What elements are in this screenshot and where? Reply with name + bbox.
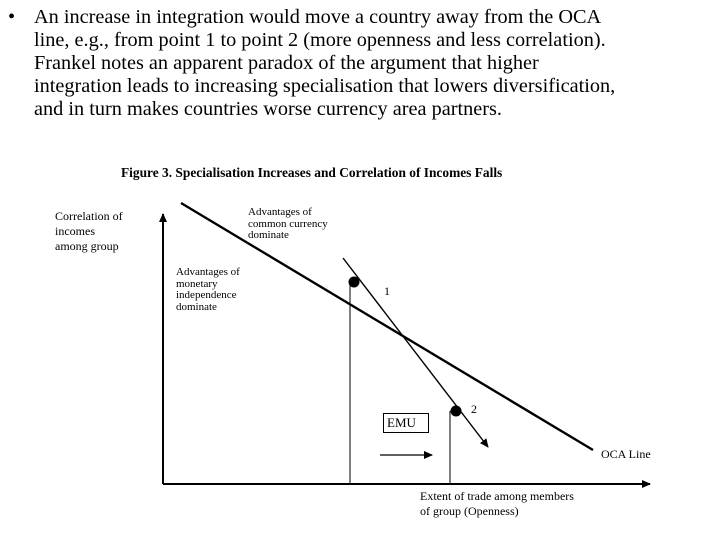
common-currency-label-line-1: Advantages of bbox=[248, 206, 312, 218]
common-currency-label bbox=[248, 207, 328, 242]
y-axis-label-line-3: among group bbox=[55, 239, 119, 253]
point-1-marker bbox=[349, 277, 360, 288]
x-axis-label bbox=[420, 489, 574, 519]
y-axis-label bbox=[55, 209, 123, 254]
monetary-independence-label-line-1: Advantages of bbox=[176, 266, 240, 278]
monetary-independence-label-line-4: dominate bbox=[176, 300, 217, 313]
y-axis-label-line-1: Correlation of bbox=[55, 209, 123, 223]
point-1-label: 1 bbox=[384, 284, 390, 298]
common-currency-label-line-2: common currency bbox=[248, 217, 328, 230]
x-axis-label-line-2: of group (Openness) bbox=[420, 504, 519, 518]
oca-line-label: OCA Line bbox=[601, 447, 651, 461]
x-axis-label-line-1: Extent of trade among members bbox=[420, 489, 574, 503]
emu-label: EMU bbox=[383, 413, 429, 433]
common-currency-label-line-3: dominate bbox=[248, 229, 289, 241]
bullet-line-1: An increase in integration would move a country away from the OCA bbox=[34, 6, 602, 28]
bullet-line-2: line, e.g., from point 1 to point 2 (more openness and less correlation). bbox=[34, 29, 606, 51]
bullet-icon: • bbox=[8, 6, 16, 28]
monetary-independence-label-line-2: monetary bbox=[176, 277, 218, 290]
monetary-independence-label-line-3: independence bbox=[176, 289, 237, 301]
bullet-line-5: and in turn makes countries worse currency area partners. bbox=[34, 98, 502, 120]
y-axis-label-line-2: incomes bbox=[55, 224, 95, 238]
bullet-line-3: Frankel notes an apparent paradox of the argument that higher bbox=[34, 52, 539, 74]
monetary-independence-label bbox=[176, 267, 240, 313]
bullet-line-4: integration leads to increasing specialisation that lowers diversification, bbox=[34, 75, 616, 97]
figure-title: Figure 3. Specialisation Increases and Correlation of Incomes Falls bbox=[121, 165, 503, 180]
point-2-label: 2 bbox=[471, 402, 477, 416]
point-2-marker bbox=[451, 406, 462, 417]
